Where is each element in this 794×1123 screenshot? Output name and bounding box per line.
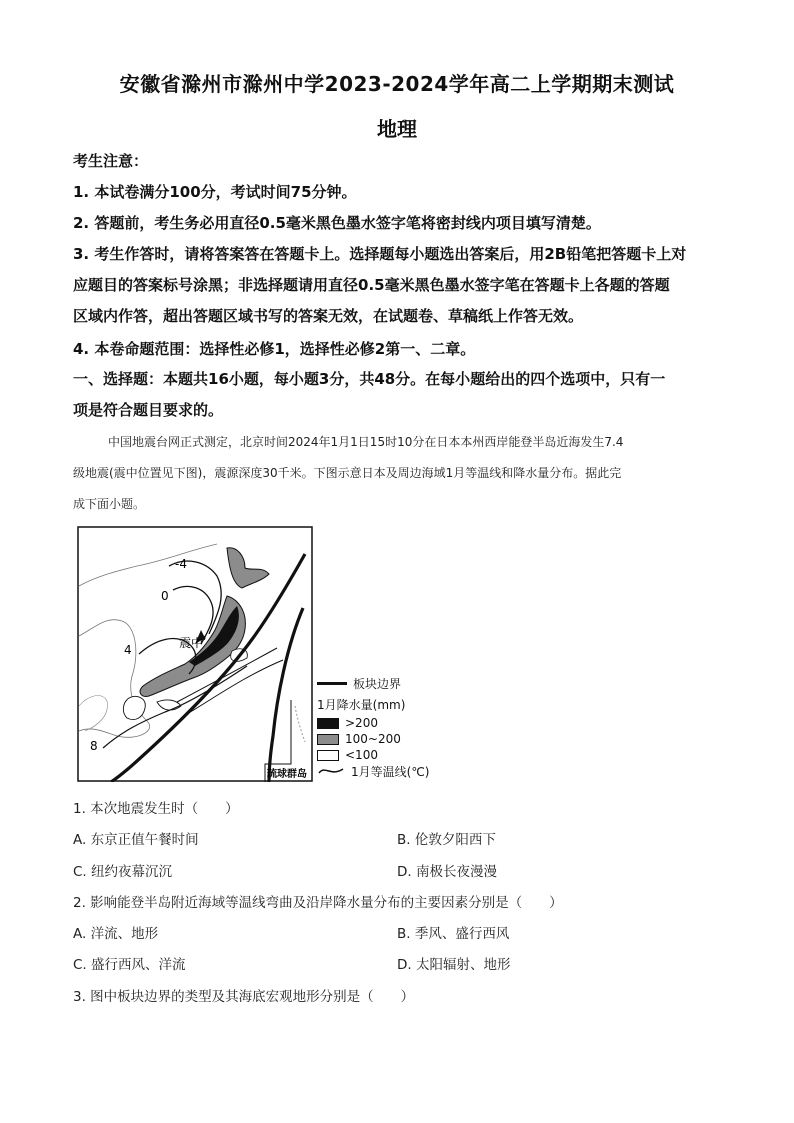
precip-low-swatch	[317, 750, 339, 761]
isotherm-swatch	[317, 765, 345, 777]
notice-heading: 考生注意：	[73, 152, 149, 170]
question-2-option-d[interactable]: D. 太阳辐射、地形	[397, 957, 511, 973]
ryukyu-label: 琉球群岛	[267, 769, 307, 780]
legend-plate-label: 板块边界	[353, 676, 402, 691]
question-1-stem: 1. 本次地震发生时（ ）	[73, 801, 239, 817]
question-3-stem: 3. 图中板块边界的类型及其海底宏观地形分别是（ ）	[73, 989, 415, 1005]
isotherm-label-8: 8	[90, 739, 98, 753]
japan-map-figure	[77, 526, 313, 782]
passage-line-3: 成下面小题。	[73, 497, 146, 511]
notice-item-2: 2. 答题前，考生务必用直径0.5毫米黑色墨水签字笔将密封线内项目填写清楚。	[73, 214, 601, 232]
question-1-option-b[interactable]: B. 伦敦夕阳西下	[397, 832, 496, 848]
question-1-option-d[interactable]: D. 南极长夜漫漫	[397, 864, 497, 880]
map-legend	[317, 674, 457, 784]
legend-precip-low: <100	[317, 748, 378, 762]
precip-mid-swatch	[317, 734, 339, 745]
legend-isotherm: 1月等温线(℃)	[317, 764, 429, 778]
question-1-option-c[interactable]: C. 纽约夜幕沉沉	[73, 864, 173, 880]
passage-line-2: 级地震(震中位置见下图)，震源深度30千米。下图示意日本及周边海域1月等温线和降水量分布。据此完	[73, 466, 622, 480]
precip-high-swatch	[317, 718, 339, 729]
subject-title: 地理	[377, 117, 417, 141]
notice-item-4: 4. 本卷命题范围：选择性必修1，选择性必修2第一、二章。	[73, 340, 476, 358]
legend-plate-boundary	[317, 676, 401, 690]
question-2-option-b[interactable]: B. 季风、盛行西风	[397, 926, 510, 942]
passage-line-1: 中国地震台网正式测定，北京时间2024年1月1日15时10分在日本本州西岸能登半岛近海发生7.4	[108, 435, 624, 449]
question-2-option-c[interactable]: C. 盛行西风、洋流	[73, 957, 186, 973]
epicenter-label: 震中	[179, 636, 204, 650]
exam-title: 安徽省滁州市滁州中学2023-2024学年高二上学期期末测试	[119, 72, 675, 96]
notice-item-3: 3. 考生作答时，请将答案答在答题卡上。选择题每小题选出答案后，用2B铅笔把答题卡上对	[73, 245, 687, 263]
plate-boundary-swatch	[317, 682, 347, 685]
section-instructions: 一、选择题：本题共16小题，每小题3分，共48分。在每小题给出的四个选项中，只有一	[73, 370, 666, 388]
isotherm-label-0: 0	[161, 589, 169, 603]
legend-precip-title: 1月降水量(mm)	[317, 697, 406, 712]
question-2-stem: 2. 影响能登半岛附近海域等温线弯曲及沿岸降水量分布的主要因素分别是（ ）	[73, 895, 563, 911]
notice-item-3-cont: 应题目的答案标号涂黑；非选择题请用直径0.5毫米黑色墨水签字笔在答题卡上各题的答题	[73, 276, 670, 294]
isotherm-label-minus4: -4	[175, 557, 187, 571]
isotherm-label-4: 4	[124, 643, 132, 657]
notice-item-1: 1. 本试卷满分100分，考试时间75分钟。	[73, 183, 357, 201]
question-2-option-a[interactable]: A. 洋流、地形	[73, 926, 159, 942]
question-1-option-a[interactable]: A. 东京正值午餐时间	[73, 832, 199, 848]
section-instructions-cont: 项是符合题目要求的。	[73, 401, 224, 419]
legend-precip-mid: 100~200	[317, 732, 401, 746]
notice-item-3-cont2: 区域内作答，超出答题区域书写的答案无效，在试题卷、草稿纸上作答无效。	[73, 307, 584, 325]
legend-precip-high: >200	[317, 716, 378, 730]
